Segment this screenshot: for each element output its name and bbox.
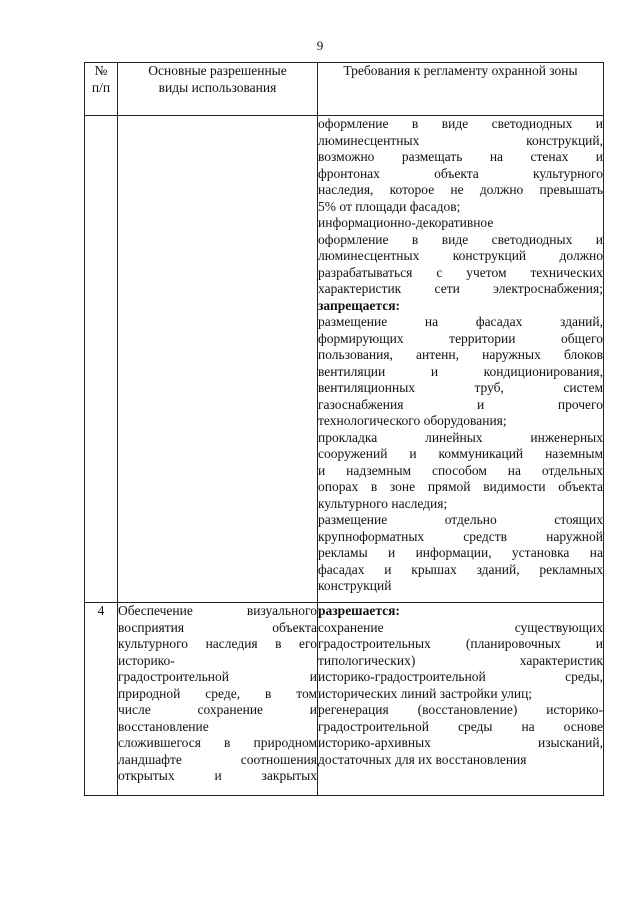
text-line: исторических линий застройки улиц; [318,685,533,701]
text-line: культурного наследия; [318,495,448,511]
text-line: люминесцентных конструкций должно [318,248,603,263]
text-line: крупноформатных средств наружной [318,528,603,544]
text-line: градостроительной среды на основе [318,718,603,734]
row-number-cell: 4 [85,603,118,796]
text-line: сохранение существующих [318,619,603,635]
text-line: ландшафте соотношения [118,751,317,767]
text-line: возможно размещать на стенах и [318,149,603,164]
text-line: размещение отдельно стоящих [318,512,603,527]
header-number-line: п/п [91,79,111,95]
text-line: сооружений и коммуникаций наземным [318,446,603,461]
text-line: 5% от площади фасадов; [318,198,461,214]
header-uses-line: Основные разрешенные [148,63,287,78]
header-requirements-line: Требования к регламенту охранной зоны [343,63,578,78]
header-uses [118,63,318,116]
text-line: числе сохранение и [118,702,317,717]
table-row [85,603,604,796]
text-line: оформление в виде светодиодных и [318,231,603,247]
text-line: газоснабжения и прочего [318,396,603,412]
text-line: культурного наследия в его [118,636,317,651]
text-line: градостроительных (планировочных и [318,636,603,651]
table-row [85,116,604,603]
text-line: технологического оборудования; [318,413,507,428]
text-line: наследия, которое не должно превышать [318,182,603,197]
section-keyword: запрещается: [318,297,401,313]
text-line: градостроительной и [118,669,317,684]
text-line: рекламы и информации, установка на [318,545,603,560]
text-line: типологических) характеристик [318,652,603,668]
text-line: размещение на фасадах зданий, [318,314,603,329]
text-line: прокладка линейных инженерных [318,429,603,445]
page-number: 9 [316,38,324,53]
text-line: пользования, антенн, наружных блоков [318,347,603,362]
row-requirements-cell [318,116,604,603]
text-line: вентиляции и кондиционирования, [318,363,603,379]
text-line: фасадах и крышах зданий, рекламных [318,561,603,577]
text-line: достаточных для их восстановления [318,751,527,767]
text-line: вентиляционных труб, систем [318,380,603,395]
row-number-cell [85,116,118,603]
text-line: Обеспечение визуального [118,603,317,618]
text-line: разрабатываться с учетом технических [318,264,603,280]
text-line: историко-градостроительной среды, [318,669,603,684]
text-line: историко-архивных изысканий, [318,735,603,750]
header-uses-line: виды использования [158,79,277,95]
text-line: открытых и закрытых [118,768,317,783]
text-line: люминесцентных конструкций, [318,132,603,148]
table-header-row [85,63,604,116]
row-uses-cell [118,603,318,796]
text-line: конструкций [318,578,392,593]
regulation-table [84,62,604,796]
text-line: восстановление [118,718,209,734]
section-keyword: разрешается: [318,603,400,618]
text-line: оформление в виде светодиодных и [318,116,603,131]
text-line: характеристик сети электроснабжения; [318,281,603,296]
header-number [85,63,118,116]
header-number-line: № [94,63,108,78]
text-line: информационно-декоративное [318,215,494,230]
text-line: опорах в зоне прямой видимости объекта [318,479,603,494]
row-requirements-cell [318,603,604,796]
text-line: сложившегося в природном [118,735,317,750]
text-line: фронтонах объекта культурного [318,165,603,181]
text-line: восприятия объекта [118,619,317,635]
text-line: природной среде, в том [118,685,317,701]
text-line: историко- [118,652,175,668]
header-requirements [318,63,604,116]
text-line: и надземным способом на отдельных [318,462,603,478]
text-line: регенерация (восстановление) историко- [318,702,603,717]
row-uses-cell [118,116,318,603]
text-line: формирующих территории общего [318,330,603,346]
